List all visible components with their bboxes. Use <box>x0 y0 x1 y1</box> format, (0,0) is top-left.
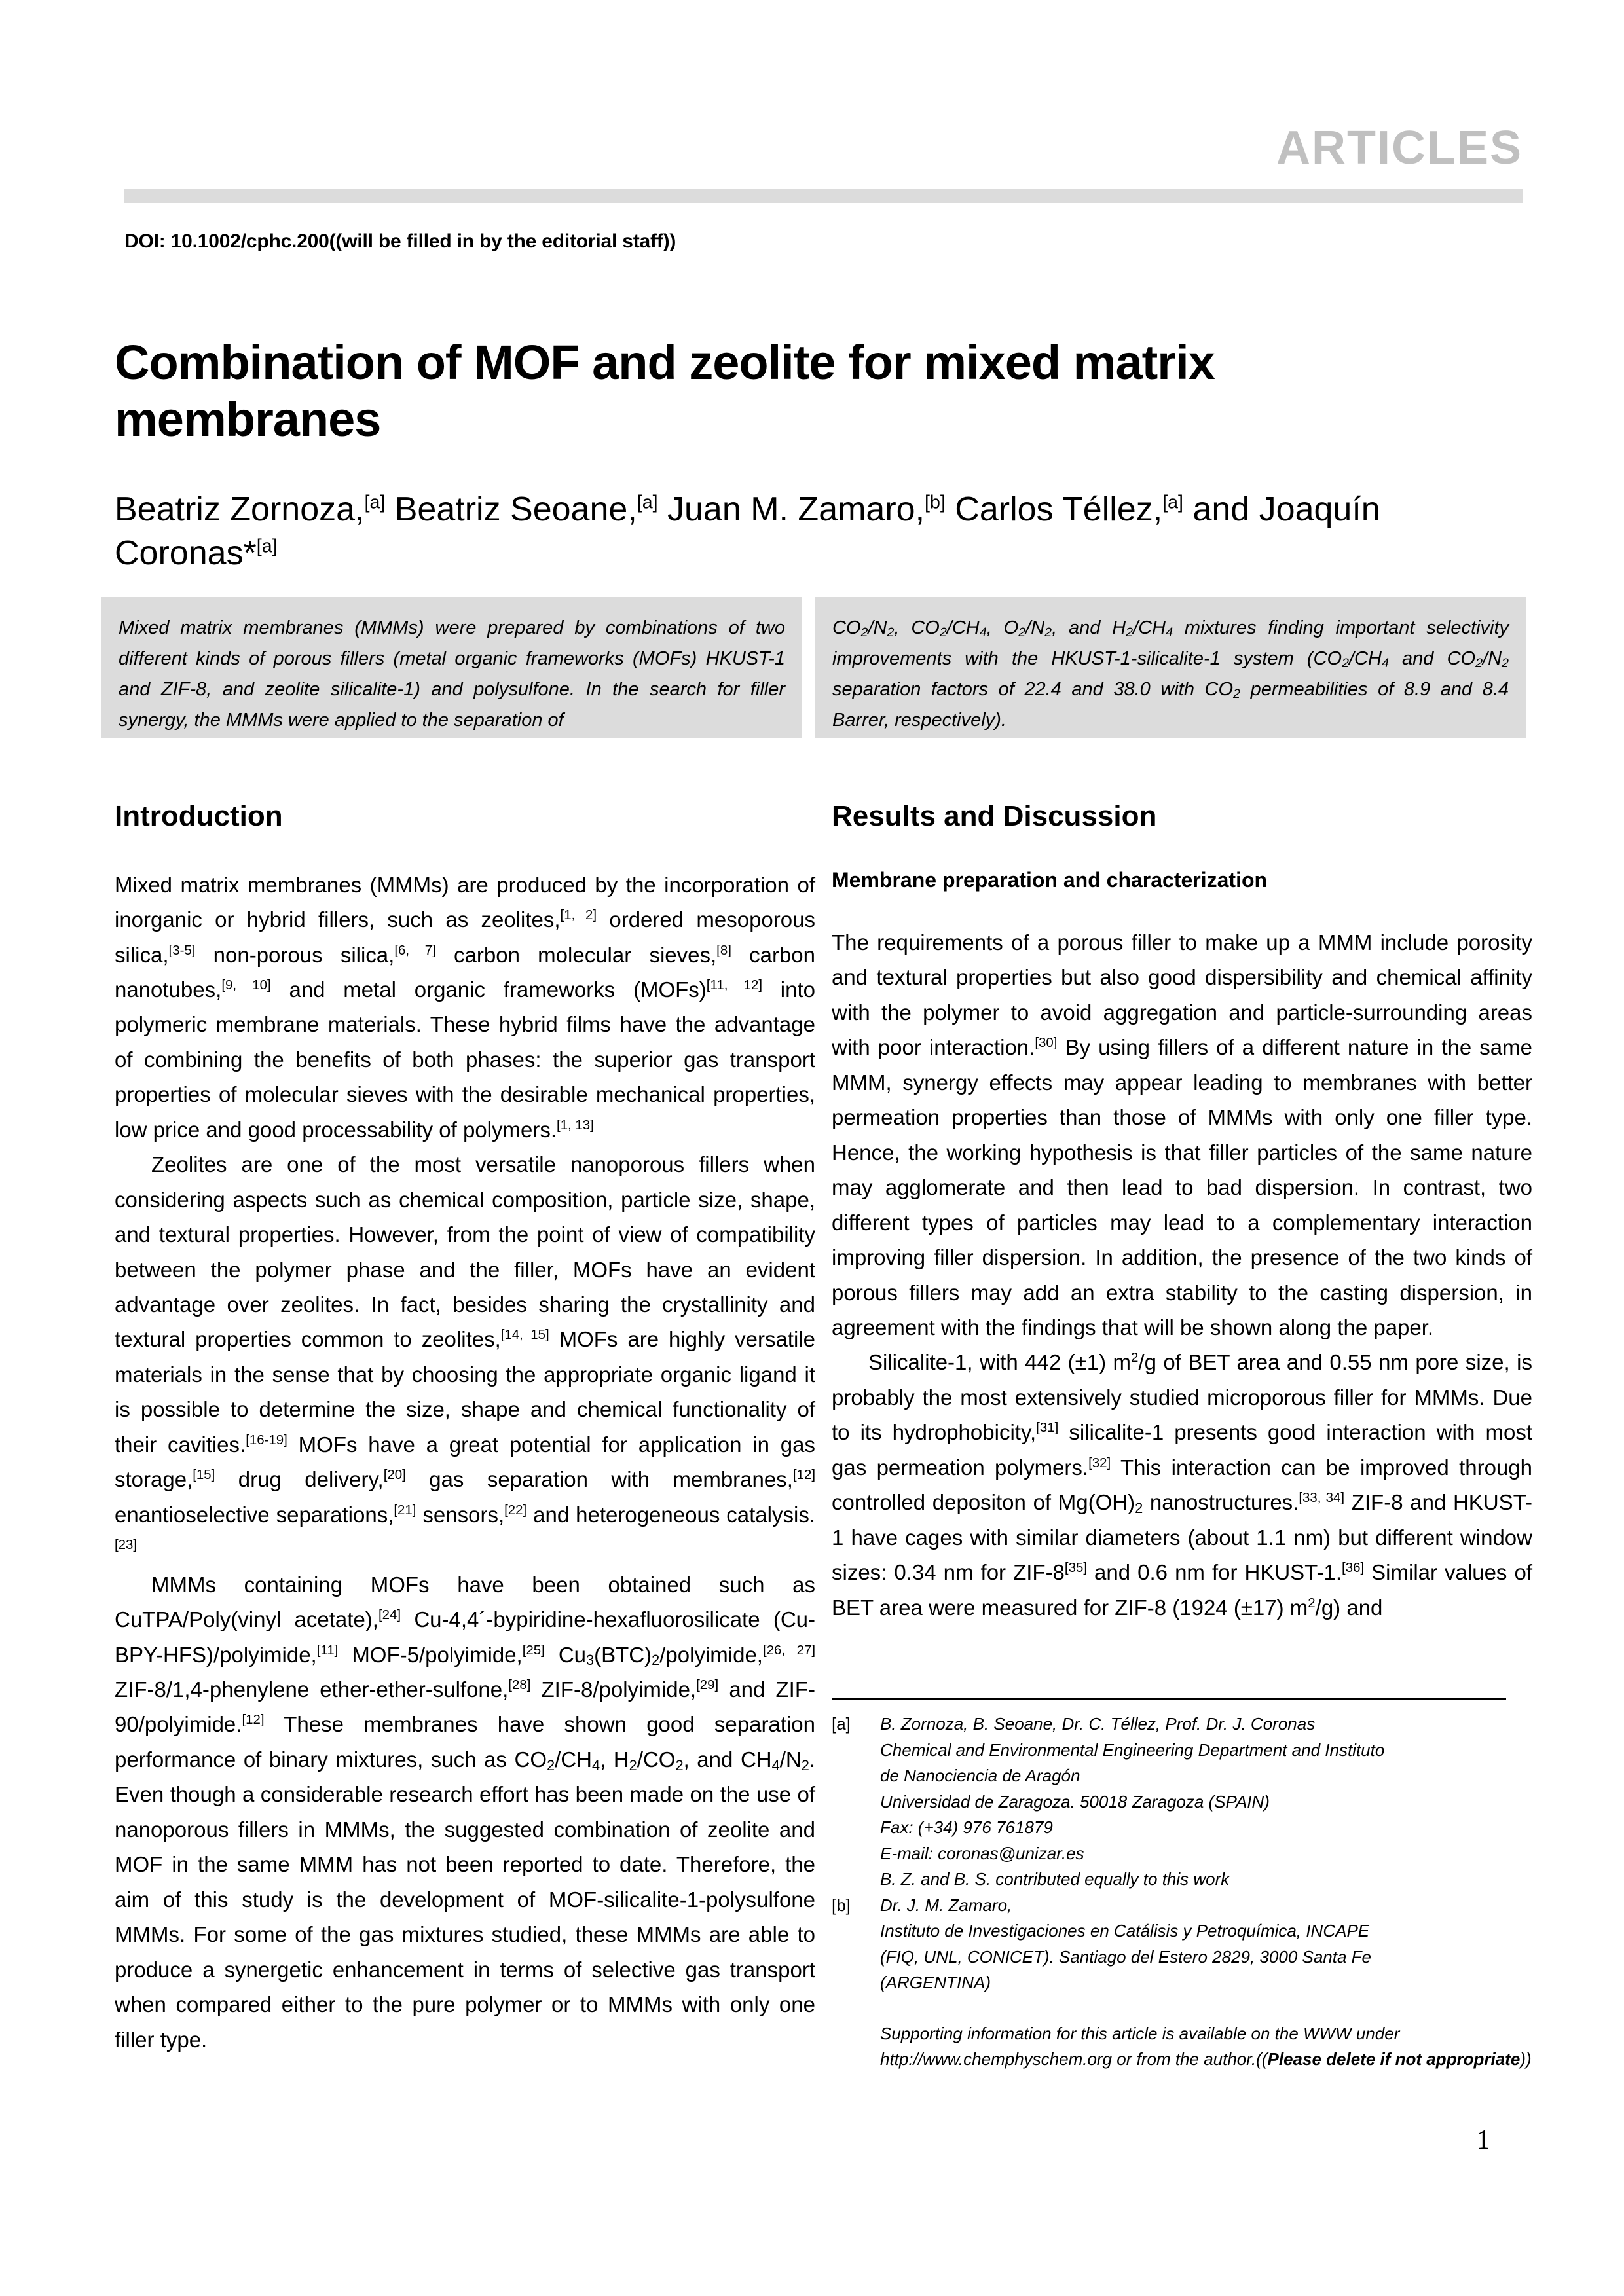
body-column-left <box>115 800 815 2057</box>
footnote-line: (FIQ, UNL, CONICET). Santiago del Estero 2829, 3000 Santa Fe <box>880 1946 1372 1967</box>
paragraph: MMMs containing MOFs have been obtained such as CuTPA/Poly(vinyl acetate),[24] Cu-4,4´-bypiridine-hexafluorosilicate (Cu-BPY-HFS)/polyimide,[11] MOF-5/polyimide,[25] $Cu_3(BTC)_2/polyimide,[26, 27]$ ZIF-8/1,4-phenylene ether-ether-sulfone,[28] ZIF-8/polyimide,[29] and ZIF-90/polyimide.[12] These membranes have shown good separation performance of binary mixtures, such as $CO_2/CH_4$, $H_2/CO_2$, and $CH_4/N_2$. Even though a considerable research effort has been made on the use of nanoporous fillers in MMMs, the suggested combination of zeolite and MOF in the same MMM has not been reported to date. Therefore, the aim of this study is the development of MOF-silicalite-1-polysulfone MMMs. For some of the gas mixtures studied, these MMMs are able to produce a synergetic enhancement in terms of selective gas transport when compared either to the pure polymer or to MMMs with only one filler type. <box>115 1572 816 2052</box>
footnote-line: Universidad de Zaragoza. 50018 Zaragoza (SPAIN) <box>880 1791 1270 1812</box>
footnote-line: de Nanociencia de Aragón <box>880 1766 1080 1786</box>
doi-line: DOI: 10.1002/cphc.200((will be filled in by the editorial staff)) <box>124 230 676 252</box>
footnote-line: B. Zornoza, B. Seoane, Dr. C. Téllez, Prof. Dr. J. Coronas <box>880 1714 1316 1734</box>
footnote-entry-a <box>832 1711 1532 1893</box>
section-heading-introduction: Introduction <box>115 800 283 832</box>
footnote-body <box>880 1893 1532 1996</box>
supporting-information-note <box>832 2021 1532 2073</box>
paragraph: Silicalite-1, with 442 (±1) $m^2/g$ of BET area and 0.55 nm pore size, is probably the most extensively studied microporous filler for MMMs. Due to its hydrophobicity,[31] silicalite-1 presents good interaction with most gas permeation polymers.[32] This interaction can be improved through controlled depositon of $Mg(OH)_2$ nanostructures.[33, 34] ZIF-8 and HKUST-1 have cages with similar diameters (about 1.1 nm) but different window sizes: 0.34 nm for ZIF-8[35] and 0.6 nm for HKUST-1.[36] Similar values of BET area were measured for ZIF-8 (1924 (±17) $m^2/g$) and <box>832 1350 1532 1620</box>
running-head <box>101 124 1522 172</box>
footnote-entry-b <box>832 1893 1532 1996</box>
footnote-block <box>832 1711 1532 2073</box>
footnote-label: [b] <box>832 1895 851 1915</box>
footnote-label: [a] <box>832 1714 851 1734</box>
footnote-line: Chemical and Environmental Engineering Department and Instituto <box>880 1740 1385 1760</box>
abstract-column-left <box>101 597 802 738</box>
subsection-heading-membrane-preparation: Membrane preparation and characterization <box>832 867 1268 892</box>
abstract-text-right: $CO_2/N_2$, $CO_2/CH_4$, $O_2/N_2$, and $H_2/CH_4$ mixtures finding important selectivity improvements with the HKUST-1-silicalite-1 system ($CO_2/CH_4$ and $CO_2/N_2$ separation factors of 22.4 and 38.0 with $CO_2$ permeabilities of 8.9 and 8.4 Barrer, respectively). <box>832 617 1509 731</box>
author-list: Beatriz Zornoza,[a] Beatriz Seoane,[a] Juan M. Zamaro,[b] Carlos Téllez,[a] and Joaquín Coronas*[a] <box>115 490 1380 572</box>
footnote-line: (ARGENTINA) <box>880 1973 991 1993</box>
footnote-spacer <box>832 1996 1532 2021</box>
footnote-line: Instituto de Investigaciones en Catálisis y Petroquímica, INCAPE <box>880 1921 1370 1941</box>
section-heading-results: Results and Discussion <box>832 800 1157 832</box>
footnote-line: B. Z. and B. S. contributed equally to this work <box>880 1869 1230 1889</box>
paragraph: Mixed matrix membranes (MMMs) are produced by the incorporation of inorganic or hybrid fillers, such as zeolites,[1, 2] ordered mesoporous silica,[3-5] non-porous silica,[6, 7] carbon molecular sieves,[8] carbon nanotubes,[9, 10] and metal organic frameworks (MOFs)[11, 12] into polymeric membrane materials. These hybrid films have the advantage of combining the benefits of both phases: the superior gas transport properties of molecular sieves with the desirable mechanical properties, low price and good processability of polymers.[1, 13] <box>115 872 816 1142</box>
footnote-line: Fax: (+34) 976 761879 <box>880 1817 1053 1838</box>
footnote-line: Dr. J. M. Zamaro, <box>880 1895 1012 1915</box>
page-title: Combination of MOF and zeolite for mixed matrix membranes <box>115 335 1215 446</box>
supporting-information-text: Supporting information for this article is available on the WWW under http://www.chemphyschem.org or from the author.((Please delete if not appropriate)) <box>880 2023 1532 2069</box>
footnote-email: E-mail: coronas@unizar.es <box>880 1843 1084 1863</box>
page-number: 1 <box>1476 2125 1490 2155</box>
abstract-text-left: Mixed matrix membranes (MMMs) were prepared by combinations of two different kinds of porous fillers (metal organic frameworks (MOFs) HKUST-1 and ZIF-8, and zeolite silicalite-1) and polysulfone. In the search for filler synergy, the MMMs were applied to the separation of <box>119 617 785 731</box>
body-column-right <box>832 800 1532 1625</box>
running-head-label: ARTICLES <box>1276 122 1522 174</box>
footnote-rule <box>832 1698 1506 1700</box>
footnote-body <box>880 1711 1532 1893</box>
abstract-column-right <box>815 597 1526 738</box>
paragraph: The requirements of a porous filler to make up a MMM include porosity and textural properties but also good dispersibility and chemical affinity with the polymer to avoid aggregation and particle-surrounding areas with poor interaction.[30] By using fillers of a different nature in the same MMM, synergy effects may appear leading to membranes with better permeation properties than those of MMMs with only one filler type. Hence, the working hypothesis is that filler particles of the same nature may agglomerate and then lead to bad dispersion. In contrast, two different types of particles may lead to a complementary interaction improving filler dispersion. In addition, the presence of the two kinds of porous fillers may add an extra stability to the casting dispersion, in agreement with the findings that will be shown along the paper. <box>832 930 1532 1339</box>
abstract-band <box>101 597 1526 738</box>
header-rule <box>124 189 1522 203</box>
paragraph: Zeolites are one of the most versatile nanoporous fillers when considering aspects such as chemical composition, particle size, shape, and textural properties. However, from the point of view of compatibility between the polymer phase and the filler, MOFs have an evident advantage over zeolites. In fact, besides sharing the crystallinity and textural properties common to zeolites,[14, 15] MOFs are highly versatile materials in the sense that by choosing the appropriate organic ligand it is possible to determine the size, shape and chemical functionality of their cavities.[16-19] MOFs have a great potential for application in gas storage,[15] drug delivery,[20] gas separation with membranes,[12] enantioselective separations,[21] sensors,[22] and heterogeneous catalysis.[23] <box>115 1152 815 1553</box>
